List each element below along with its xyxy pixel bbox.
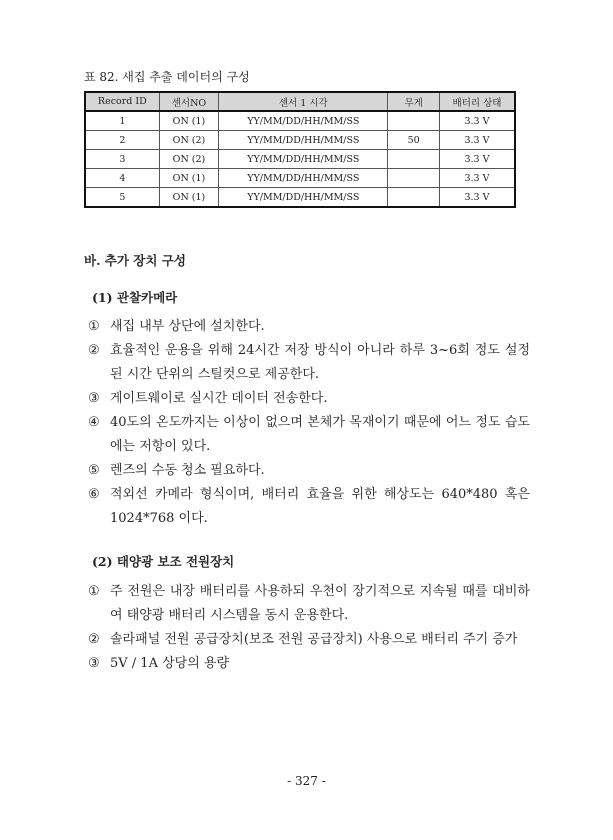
item-text: 렌즈의 수동 청소 필요하다. <box>110 463 265 478</box>
list-item <box>88 339 530 387</box>
table-cell: 3 <box>85 150 159 169</box>
item-number: ② <box>88 632 100 647</box>
table-row <box>85 131 515 150</box>
table-cell: ON (1) <box>159 111 219 131</box>
section-title: 바. 추가 장치 구성 <box>84 253 186 268</box>
item-text: 게이트웨이로 실시간 데이터 전송한다. <box>110 391 328 406</box>
table-cell: YY/MM/DD/HH/MM/SS <box>219 188 388 208</box>
item-text: 40도의 온도까지는 이상이 없으며 본체가 목재이기 때문에 어느 정도 습도에는 저항이 있다. <box>110 415 530 454</box>
list-item <box>88 628 530 652</box>
column-header: 센서NO <box>159 92 219 111</box>
table-cell: 2 <box>85 131 159 150</box>
table-cell: 3.3 V <box>439 131 515 150</box>
column-header: 배터리 상태 <box>439 92 515 111</box>
item-number: ③ <box>88 391 100 406</box>
item-number: ③ <box>88 656 100 671</box>
list-item <box>88 315 530 339</box>
item-text: 솔라패널 전원 공급장치(보조 전원 공급장치) 사용으로 배터리 주기 증가 <box>110 632 518 647</box>
table-caption: 표 82. 새집 추출 데이터의 구성 <box>84 70 250 84</box>
table-row <box>85 111 515 131</box>
table-cell: 3.3 V <box>439 169 515 188</box>
table-cell <box>388 111 440 131</box>
table-cell <box>388 169 440 188</box>
item-number: ⑤ <box>88 463 100 478</box>
item-text: 주 전원은 내장 배터리를 사용하되 우천이 장기적으로 지속될 때를 대비하여 태양광 배터리 시스템을 동시 운용한다. <box>110 584 530 623</box>
list-item <box>88 459 530 483</box>
table-cell: ON (1) <box>159 169 219 188</box>
list-item <box>88 387 530 411</box>
table-row <box>85 150 515 169</box>
item-text: 적외선 카메라 형식이며, 배터리 효율을 위한 해상도는 640*480 혹은 1024*768 이다. <box>110 487 530 526</box>
solar-list <box>88 580 530 676</box>
data-table <box>84 91 516 208</box>
table-cell: YY/MM/DD/HH/MM/SS <box>219 131 388 150</box>
table-cell: YY/MM/DD/HH/MM/SS <box>219 169 388 188</box>
column-header: Record ID <box>85 92 159 111</box>
list-item <box>88 411 530 459</box>
item-number: ② <box>88 343 100 358</box>
item-number: ⑥ <box>88 487 100 502</box>
table-cell <box>388 188 440 208</box>
table-cell: YY/MM/DD/HH/MM/SS <box>219 150 388 169</box>
item-number: ④ <box>88 415 100 430</box>
item-number: ① <box>88 319 100 334</box>
table-cell: 3.3 V <box>439 111 515 131</box>
table-cell: 1 <box>85 111 159 131</box>
column-header: 센서 1 시각 <box>219 92 388 111</box>
table-cell: 3.3 V <box>439 150 515 169</box>
table-cell: 50 <box>388 131 440 150</box>
list-item <box>88 652 530 676</box>
table-header-row <box>85 92 515 111</box>
item-number: ① <box>88 584 100 599</box>
page-number: - 327 - <box>287 774 326 788</box>
list-item <box>88 580 530 628</box>
item-text: 새집 내부 상단에 설치한다. <box>110 319 265 334</box>
list-item <box>88 483 530 531</box>
table-cell: YY/MM/DD/HH/MM/SS <box>219 111 388 131</box>
table-cell: 4 <box>85 169 159 188</box>
subsection-title-solar: (2) 태양광 보조 전원장치 <box>92 554 235 569</box>
table-cell <box>388 150 440 169</box>
column-header: 무게 <box>388 92 440 111</box>
table-row <box>85 169 515 188</box>
subsection-title-camera: (1) 관찰카메라 <box>92 290 178 305</box>
item-text: 효율적인 운용을 위해 24시간 저장 방식이 아니라 하루 3~6회 정도 설정된 시간 단위의 스틸컷으로 제공한다. <box>110 343 530 382</box>
table-cell: ON (2) <box>159 131 219 150</box>
table-cell: ON (2) <box>159 150 219 169</box>
camera-list <box>88 315 530 531</box>
table-cell: 3.3 V <box>439 188 515 208</box>
table-cell: ON (1) <box>159 188 219 208</box>
table-row <box>85 188 515 208</box>
table-cell: 5 <box>85 188 159 208</box>
item-text: 5V / 1A 상당의 용량 <box>110 656 230 671</box>
